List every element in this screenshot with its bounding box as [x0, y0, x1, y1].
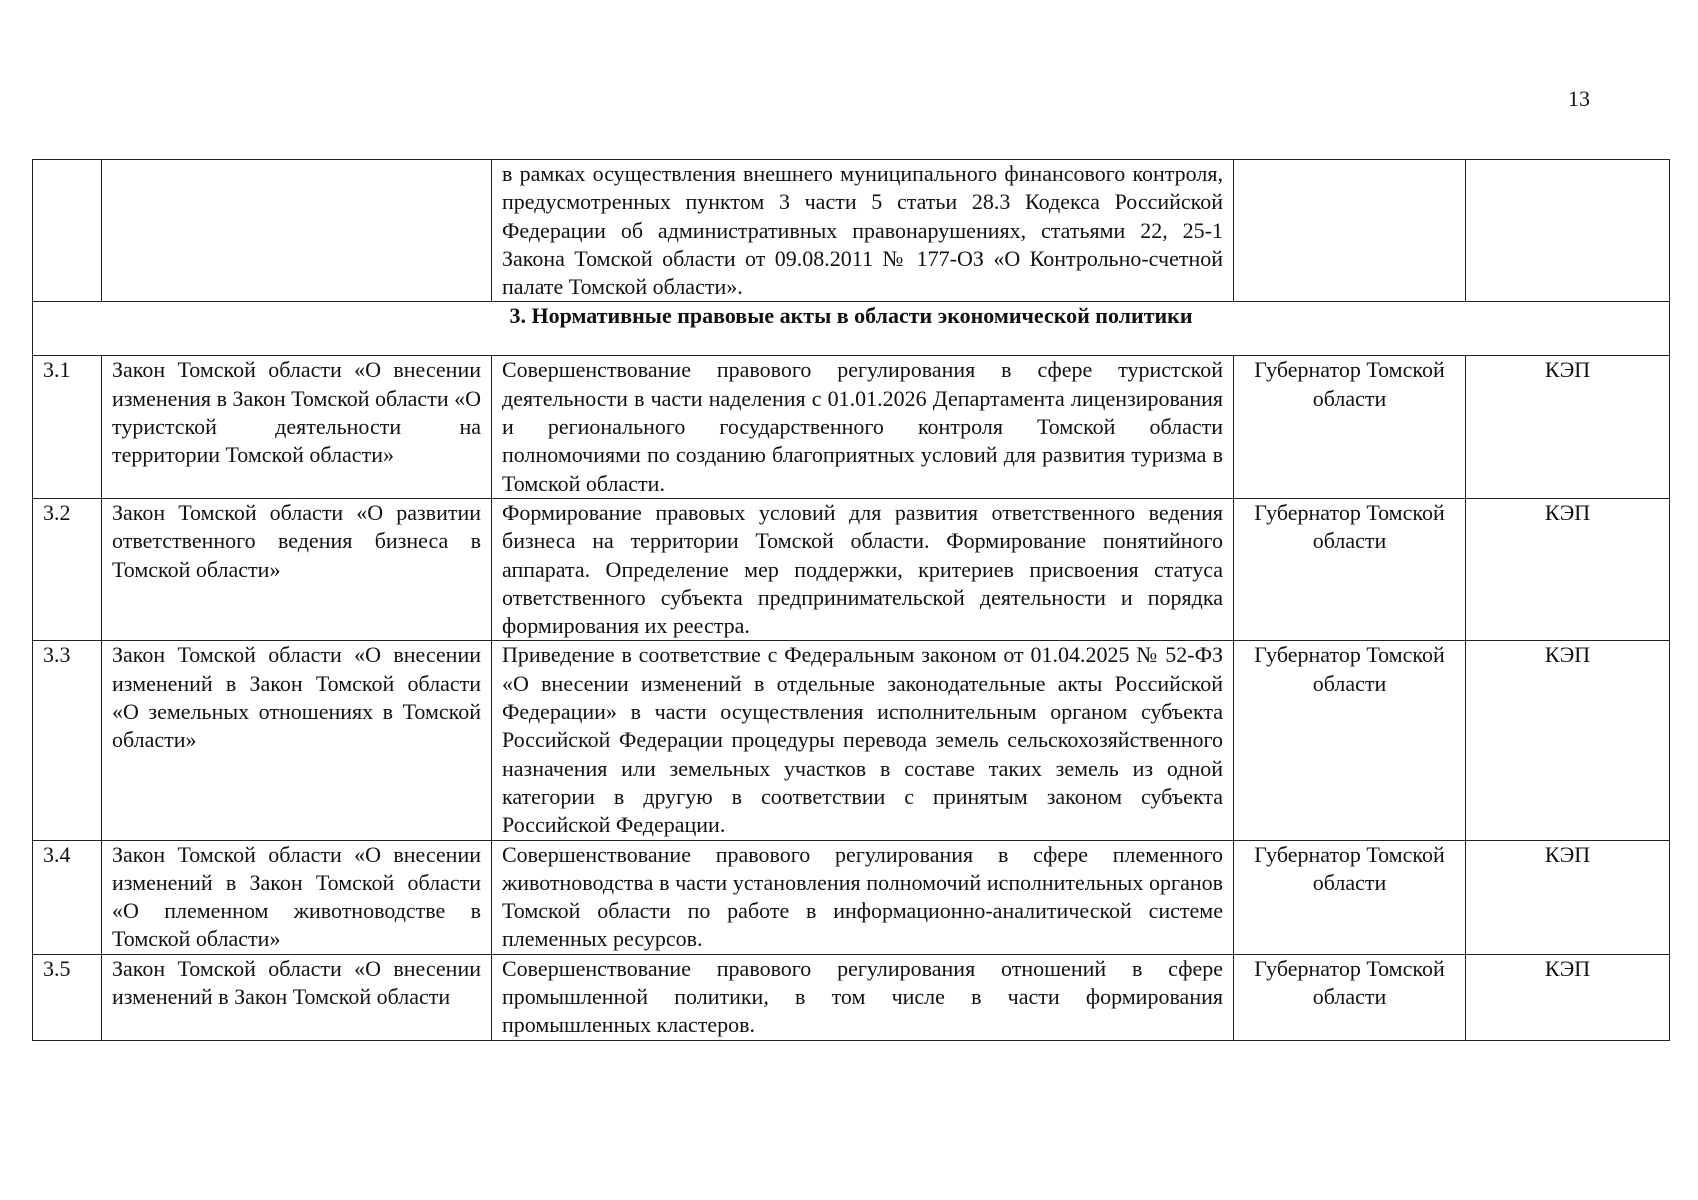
committee-cell: КЭП	[1466, 356, 1670, 498]
initiator-cell: Губернатор Томской области	[1234, 498, 1466, 640]
committee-cell: КЭП	[1466, 641, 1670, 840]
legislation-plan-table	[32, 159, 1670, 1041]
committee-cell: КЭП	[1466, 954, 1670, 1040]
act-name-cell	[102, 160, 492, 302]
table-row	[33, 498, 1670, 640]
page-number: 13	[1568, 86, 1590, 111]
act-name-cell: Закон Томской области «О внесении изменений в Закон Томской области	[102, 954, 492, 1040]
committee-cell: КЭП	[1466, 840, 1670, 954]
row-number-cell: 3.2	[33, 498, 102, 640]
table-row	[33, 954, 1670, 1040]
row-number-cell	[33, 160, 102, 302]
act-description-cell: Совершенствование правового регулирования в сфере племенного животноводства в части установления полномочий исполнительных органов Томской области по работе в информационно-аналитической системе племенных ресурсов.	[492, 840, 1234, 954]
act-name-cell: Закон Томской области «О внесении изменений в Закон Томской области «О племенном животноводстве в Томской области»	[102, 840, 492, 954]
act-name-cell: Закон Томской области «О внесении изменения в Закон Томской области «О туристской деятельности на территории Томской области»	[102, 356, 492, 498]
act-description-cell: Совершенствование правового регулирования отношений в сфере промышленной политики, в том числе в части формирования промышленных кластеров.	[492, 954, 1234, 1040]
act-description-cell: Совершенствование правового регулирования в сфере туристской деятельности в части наделения с 01.01.2026 Департамента лицензирования и регионального государственного контроля Томской области полномочиями по созданию благоприятных условий для развития туризма в Томской области.	[492, 356, 1234, 498]
act-name-cell: Закон Томской области «О внесении изменений в Закон Томской области «О земельных отношениях в Томской области»	[102, 641, 492, 840]
section-title: 3. Нормативные правовые акты в области экономической политики	[33, 302, 1670, 356]
initiator-cell: Губернатор Томской области	[1234, 954, 1466, 1040]
section-header-row	[33, 302, 1670, 356]
act-description-cell: Приведение в соответствие с Федеральным законом от 01.04.2025 № 52-ФЗ «О внесении изменений в отдельные законодательные акты Российской Федерации» в части осуществления исполнительным органом субъекта Российской Федерации процедуры перевода земель сельскохозяйственного назначения или земельных участков в составе таких земель из одной категории в другую в соответствии с принятым законом субъекта Российской Федерации.	[492, 641, 1234, 840]
row-number-cell: 3.4	[33, 840, 102, 954]
row-number-cell: 3.5	[33, 954, 102, 1040]
row-number-cell: 3.1	[33, 356, 102, 498]
initiator-cell: Губернатор Томской области	[1234, 356, 1466, 498]
table-row	[33, 641, 1670, 840]
initiator-cell	[1234, 160, 1466, 302]
act-description-cell: Формирование правовых условий для развития ответственного ведения бизнеса на территории Томской области. Формирование понятийного аппарата. Определение мер поддержки, критериев присвоения статуса ответственного субъекта предпринимательской деятельности и порядка формирования их реестра.	[492, 498, 1234, 640]
act-name-cell: Закон Томской области «О развитии ответственного ведения бизнеса в Томской области»	[102, 498, 492, 640]
row-number-cell: 3.3	[33, 641, 102, 840]
table-row	[33, 840, 1670, 954]
initiator-cell: Губернатор Томской области	[1234, 840, 1466, 954]
initiator-cell: Губернатор Томской области	[1234, 641, 1466, 840]
committee-cell: КЭП	[1466, 498, 1670, 640]
table-row-continuation	[33, 160, 1670, 302]
table-row	[33, 356, 1670, 498]
committee-cell	[1466, 160, 1670, 302]
act-description-cell: в рамках осуществления внешнего муниципального финансового контроля, предусмотренных пунктом 3 части 5 статьи 28.3 Кодекса Российской Федерации об административных правонарушениях, статьями 22, 25-1 Закона Томской области от 09.08.2011 № 177-ОЗ «О Контрольно-счетной палате Томской области».	[492, 160, 1234, 302]
